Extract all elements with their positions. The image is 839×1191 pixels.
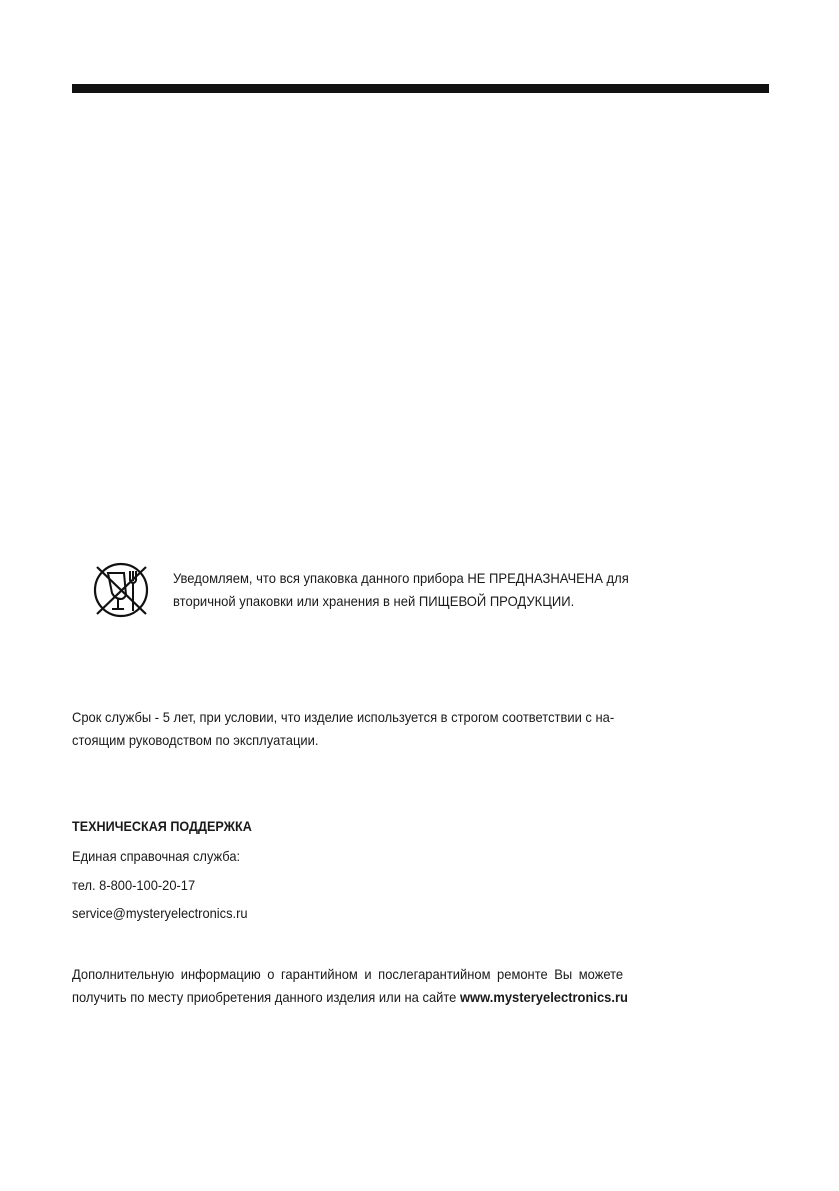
website-link[interactable]: www.mysteryelectronics.ru: [459, 989, 628, 1005]
service-life-paragraph: [72, 706, 614, 752]
more-info-paragraph: [72, 963, 628, 1009]
header-rule: [72, 84, 769, 93]
service-life-line: стоящим руководством по эксплуатации.: [72, 732, 319, 748]
support-email[interactable]: service@mysteryelectronics.ru: [72, 905, 248, 921]
food-packaging-notice: [173, 567, 629, 613]
phone-number[interactable]: тел. 8-800-100-20-17: [72, 877, 196, 893]
notice-line: Уведомляем, что вся упаковка данного прибора НЕ ПРЕДНАЗНАЧЕНА для: [173, 570, 629, 586]
hotline-label: Единая справочная служба:: [72, 848, 241, 864]
service-life-line: Срок службы - 5 лет, при условии, что изделие используется в строгом соответствии с на-: [72, 709, 615, 725]
support-heading: ТЕХНИЧЕСКАЯ ПОДДЕРЖКА: [72, 818, 252, 834]
more-info-line: получить по месту приобретения данного изделия или на сайте: [72, 989, 460, 1005]
not-for-food-icon: [91, 559, 151, 619]
notice-line: вторичной упаковки или хранения в ней ПИЩЕВОЙ ПРОДУКЦИИ.: [173, 593, 575, 609]
more-info-line: Дополнительную информацию о гарантийном и послегарантийном ремонте Вы можете: [72, 966, 624, 982]
